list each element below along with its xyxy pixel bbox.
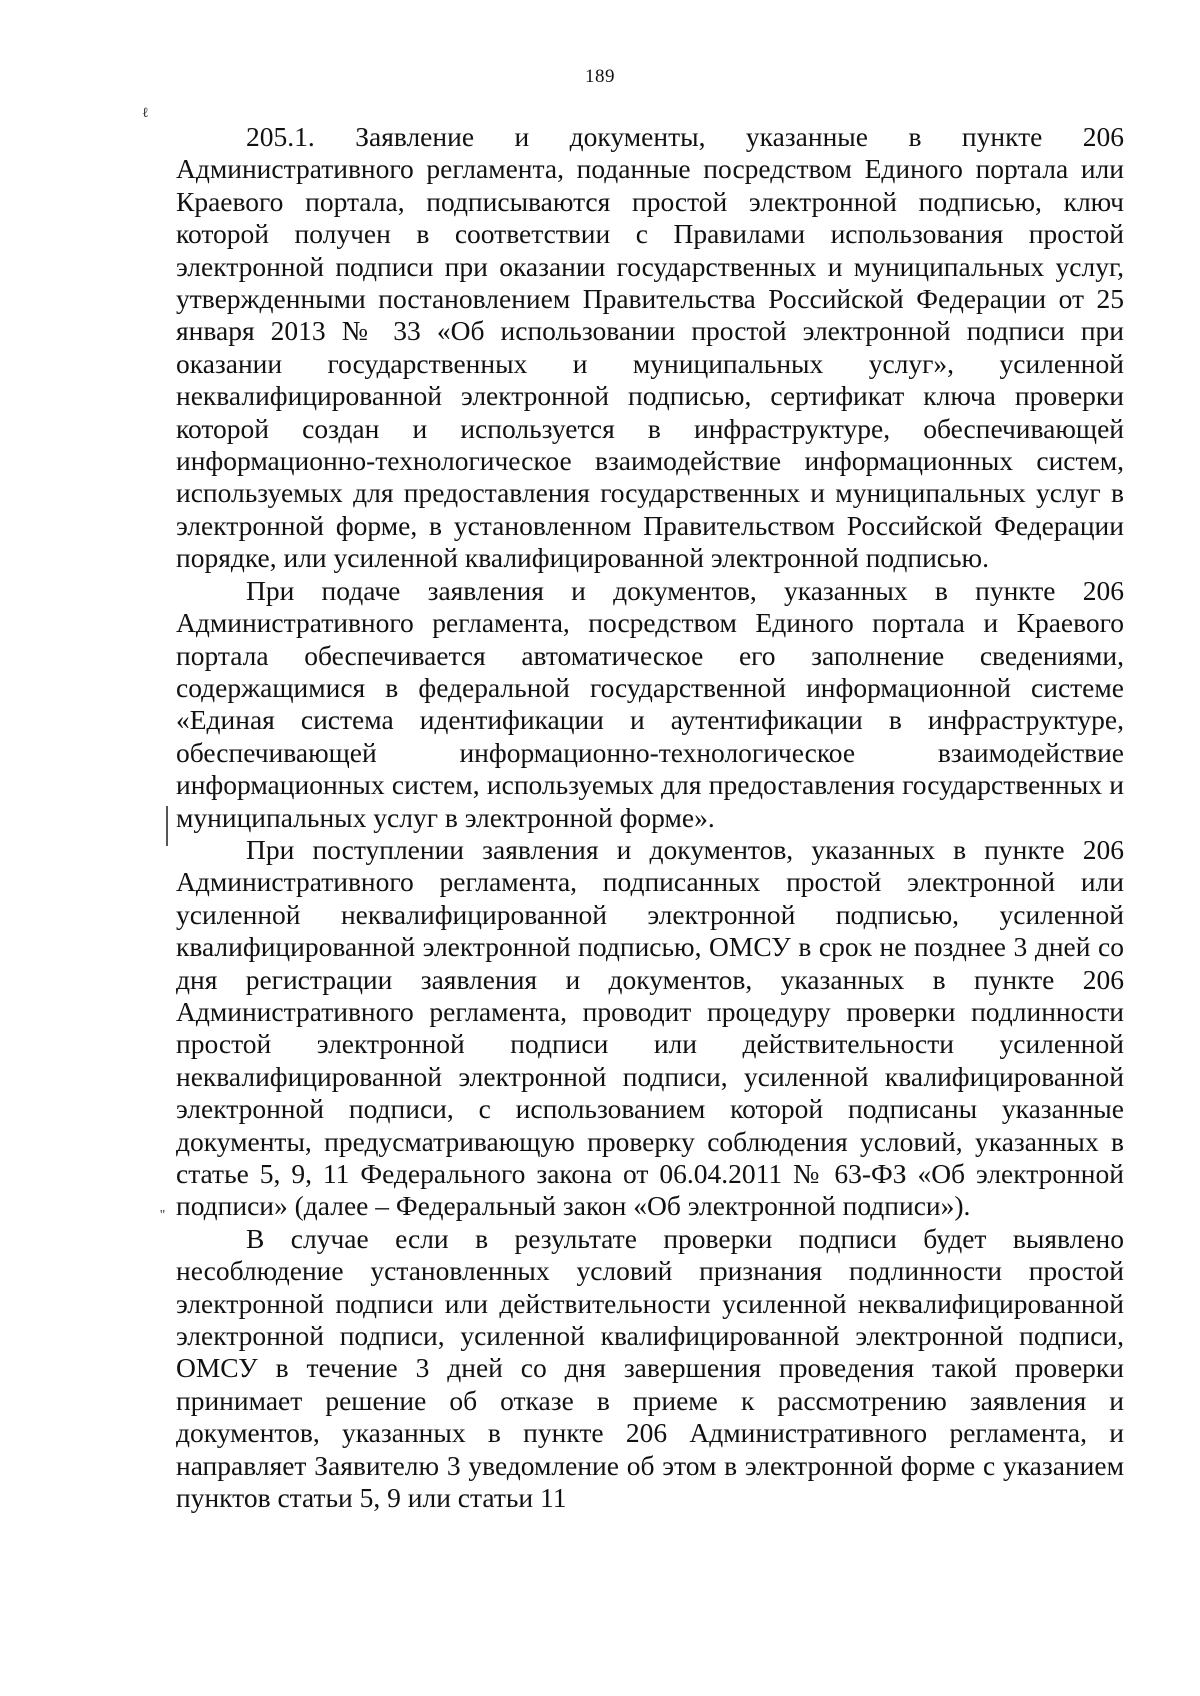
paragraph-portal-autofill: При подаче заявления и документов, указанных в пункте 206 Административного регламента, посредством Единого портала и Краевого портала обеспечивается автоматическое его заполнение сведениями, содержащимися в федеральной государственной информационной системе «Единая система идентификации и аутентификации в инфраструктуре, обеспечивающей информационно-технологическое взаимодействие информационных систем, используемых для предоставления государственных и муниципальных услуг в электронной форме».	[176, 574, 1124, 833]
document-body	[176, 121, 1124, 1514]
paragraph-205-1: 205.1. Заявление и документы, указанные в пункте 206 Административного регламента, поданные посредством Единого портала или Краевого портала, подписываются простой электронной подписью, ключ которой получен в соответствии с Правилами использования простой электронной подписи при оказании государственных и муниципальных услуг, утвержденными постановлением Правительства Российской Федерации от 25 января 2013 № 33 «Об использовании простой электронной подписи при оказании государственных и муниципальных услуг», усиленной неквалифицированной электронной подписью, сертификат ключа проверки которой создан и используется в инфраструктуре, обеспечивающей информационно-технологическое взаимодействие информационных систем, используемых для предоставления государственных и муниципальных услуг в электронной форме, в установленном Правительством Российской Федерации порядке, или усиленной квалифицированной электронной подписью.	[176, 121, 1124, 574]
paragraph-refusal-decision: В случае если в результате проверки подписи будет выявлено несоблюдение установленных условий признания подлинности простой электронной подписи или действительности усиленной неквалифицированной электронной подписи, усиленной квалифицированной электронной подписи, ОМСУ в течение 3 дней со дня завершения проведения такой проверки принимает решение об отказе в приеме к рассмотрению заявления и документов, указанных в пункте 206 Административного регламента, и направляет Заявителю 3 уведомление об этом в электронной форме с указанием пунктов статьи 5, 9 или статьи 11	[176, 1222, 1124, 1514]
page-number: 189	[585, 66, 615, 87]
scan-artifact: ''	[160, 1208, 166, 1223]
scan-artifact: ℓ	[142, 106, 149, 121]
paragraph-signature-verification: При поступлении заявления и документов, указанных в пункте 206 Административного регламента, подписанных простой электронной или усиленной неквалифицированной электронной подписью, усиленной квалифицированной электронной подписью, ОМСУ в срок не позднее 3 дней со дня регистрации заявления и документов, указанных в пункте 206 Административного регламента, проводит процедуру проверки подлинности простой электронной подписи или действительности усиленной неквалифицированной электронной подписи, усиленной квалифицированной электронной подписи, с использованием которой подписаны указанные документы, предусматривающую проверку соблюдения условий, указанных в статье 5, 9, 11 Федерального закона от 06.04.2011 № 63-ФЗ «Об электронной подписи» (далее – Федеральный закон «Об электронной подписи»).	[176, 833, 1124, 1222]
scan-artifact	[166, 806, 168, 846]
